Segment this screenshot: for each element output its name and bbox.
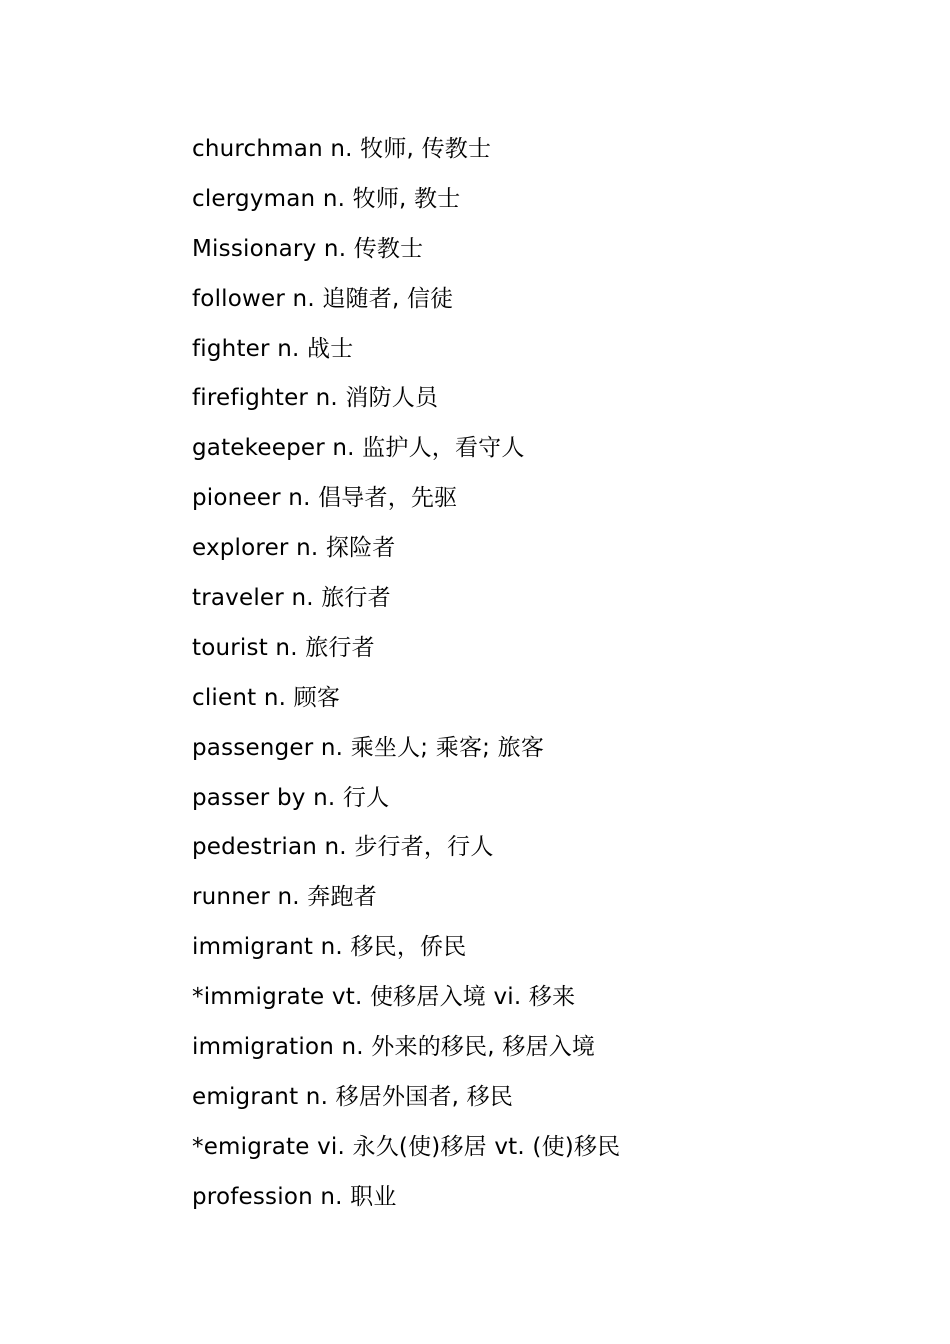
vocab-entry: tourist n. 旅行者 xyxy=(192,634,375,661)
vocab-entry: client n. 顾客 xyxy=(192,684,341,711)
vocab-entry: churchman n. 牧师, 传教士 xyxy=(192,136,492,162)
vocab-entry: *immigrate vt. 使移居入境 vi. 移来 xyxy=(192,984,576,1011)
vocab-entry: firefighter n. 消防人员 xyxy=(192,385,439,412)
vocab-entry: profession n. 职业 xyxy=(192,1183,397,1210)
vocab-entry: immigration n. 外来的移民, 移居入境 xyxy=(192,1034,596,1061)
vocab-entry: *emigrate vi. 永久(使)移居 vt. (使)移民 xyxy=(192,1133,621,1160)
vocabulary-list xyxy=(192,131,620,1229)
vocab-entry: passenger n. 乘坐人; 乘客; 旅客 xyxy=(192,734,545,761)
vocab-entry: clergyman n. 牧师, 教士 xyxy=(192,185,461,212)
vocab-entry: gatekeeper n. 监护人，看守人 xyxy=(192,435,525,462)
vocab-entry: fighter n. 战士 xyxy=(192,335,354,362)
vocab-entry: pioneer n. 倡导者，先驱 xyxy=(192,485,458,512)
vocab-entry: pedestrian n. 步行者，行人 xyxy=(192,834,494,861)
vocab-entry: runner n. 奔跑者 xyxy=(192,884,377,911)
vocab-entry: Missionary n. 传教士 xyxy=(192,235,424,262)
vocab-entry: follower n. 追随者, 信徒 xyxy=(192,285,454,312)
vocab-entry: passer by n. 行人 xyxy=(192,784,390,811)
vocab-entry: emigrant n. 移居外国者, 移民 xyxy=(192,1083,514,1110)
vocab-entry: explorer n. 探险者 xyxy=(192,535,396,562)
vocab-entry: immigrant n. 移民，侨民 xyxy=(192,934,467,961)
vocab-entry: traveler n. 旅行者 xyxy=(192,585,391,612)
